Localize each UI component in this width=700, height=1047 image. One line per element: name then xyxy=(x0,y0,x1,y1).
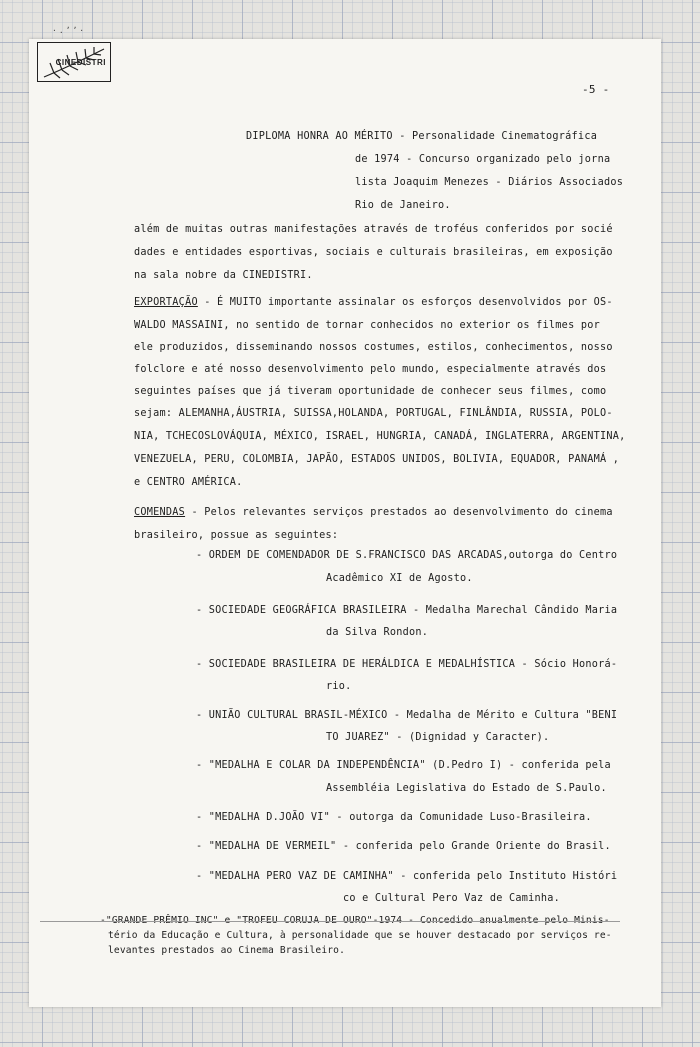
export-heading: EXPORTAÇÃO xyxy=(134,297,198,308)
comenda-item: - ORDEM DE COMENDADOR DE S.FRANCISCO DAS ARCADAS,outorga do Centro xyxy=(196,550,618,561)
diploma-line: de 1974 - Concurso organizado pelo jorna xyxy=(355,154,611,165)
export-first-line xyxy=(134,297,613,309)
export-line: seguintes países que já tiveram oportunidade de conhecer seus filmes, como xyxy=(134,386,607,397)
export-line: folclore e até nosso desenvolvimento pelo mundo, especialmente através dos xyxy=(134,364,607,375)
comenda-item: - UNIÃO CULTURAL BRASIL-MÉXICO - Medalha de Mérito e Cultura "BENI xyxy=(196,710,618,721)
comenda-item: - SOCIEDADE GEOGRÁFICA BRASILEIRA - Medalha Marechal Cândido Maria xyxy=(196,605,618,616)
comenda-item: - "MEDALHA PERO VAZ DE CAMINHA" - conferida pelo Instituto Históri xyxy=(196,871,618,882)
export-line: NIA, TCHECOSLOVÁQUIA, MÉXICO, ISRAEL, HUNGRIA, CANADÁ, INGLATERRA, ARGENTINA, xyxy=(134,431,626,442)
comenda-item-cont: TO JUAREZ" - (Dignidad y Caracter). xyxy=(326,732,550,743)
diploma-line: DIPLOMA HONRA AO MÉRITO - Personalidade Cinematográfica xyxy=(246,131,598,142)
page-number: -5 - xyxy=(582,83,610,96)
comenda-item-cont: da Silva Rondon. xyxy=(326,627,429,638)
comenda-item-cont: Acadêmico XI de Agosto. xyxy=(326,573,473,584)
comenda-item: - "MEDALHA DE VERMEIL" - conferida pelo Grande Oriente do Brasil. xyxy=(196,841,611,852)
comenda-item-cont: co e Cultural Pero Vaz de Caminha. xyxy=(343,893,561,904)
paragraph-line: dades e entidades esportivas, sociais e culturais brasileiras, em exposição xyxy=(134,247,613,258)
comenda-item-cont: Assembléia Legislativa do Estado de S.Paulo. xyxy=(326,783,607,794)
logo-text: CINEDISTRI xyxy=(55,58,106,67)
diploma-line: Rio de Janeiro. xyxy=(355,200,451,211)
comendas-heading: COMENDAS xyxy=(134,507,186,518)
export-line: WALDO MASSAINI, no sentido de tornar conhecidos no exterior os filmes por xyxy=(134,320,600,331)
paragraph-line: na sala nobre da CINEDISTRI. xyxy=(134,270,313,281)
export-line: e CENTRO AMÉRICA. xyxy=(134,477,243,488)
bottom-rule xyxy=(40,921,620,922)
comenda-item-cont: rio. xyxy=(326,681,352,692)
comenda-item: - "MEDALHA D.JOÃO VI" - outorga da Comunidade Luso-Brasileira. xyxy=(196,812,592,823)
comendas-line: brasileiro, possue as seguintes: xyxy=(134,530,339,541)
export-line: sejam: ALEMANHA,ÁUSTRIA, SUISSA,HOLANDA, PORTUGAL, FINLÂNDIA, RUSSIA, POLO- xyxy=(134,408,613,419)
paragraph-line: além de muitas outras manifestações através de troféus conferidos por socié xyxy=(134,224,613,235)
footer-line: tério da Educação e Cultura, à personalidade que se houver destacado por serviços re- xyxy=(108,930,612,941)
comendas-line: - Pelos relevantes serviços prestados ao desenvolvimento do cinema xyxy=(185,507,613,518)
comendas-first-line xyxy=(134,507,613,519)
diploma-line: lista Joaquim Menezes - Diários Associados xyxy=(355,177,624,188)
footer-line: levantes prestados ao Cinema Brasileiro. xyxy=(108,945,346,956)
handwritten-marks: ·.ʼʼ· xyxy=(52,26,87,35)
export-line: ele produzidos, disseminando nossos costumes, estilos, conhecimentos, nosso xyxy=(134,342,613,353)
comenda-item: - "MEDALHA E COLAR DA INDEPENDÊNCIA" (D.Pedro I) - conferida pela xyxy=(196,760,611,771)
comenda-item: - SOCIEDADE BRASILEIRA DE HERÁLDICA E MEDALHÍSTICA - Sócio Honorá- xyxy=(196,659,618,670)
export-line: - É MUITO importante assinalar os esforços desenvolvidos por OS- xyxy=(197,297,613,308)
cinedistri-logo xyxy=(37,42,111,82)
export-line: VENEZUELA, PERU, COLOMBIA, JAPÃO, ESTADOS UNIDOS, BOLIVIA, EQUADOR, PANAMÁ , xyxy=(134,454,620,465)
